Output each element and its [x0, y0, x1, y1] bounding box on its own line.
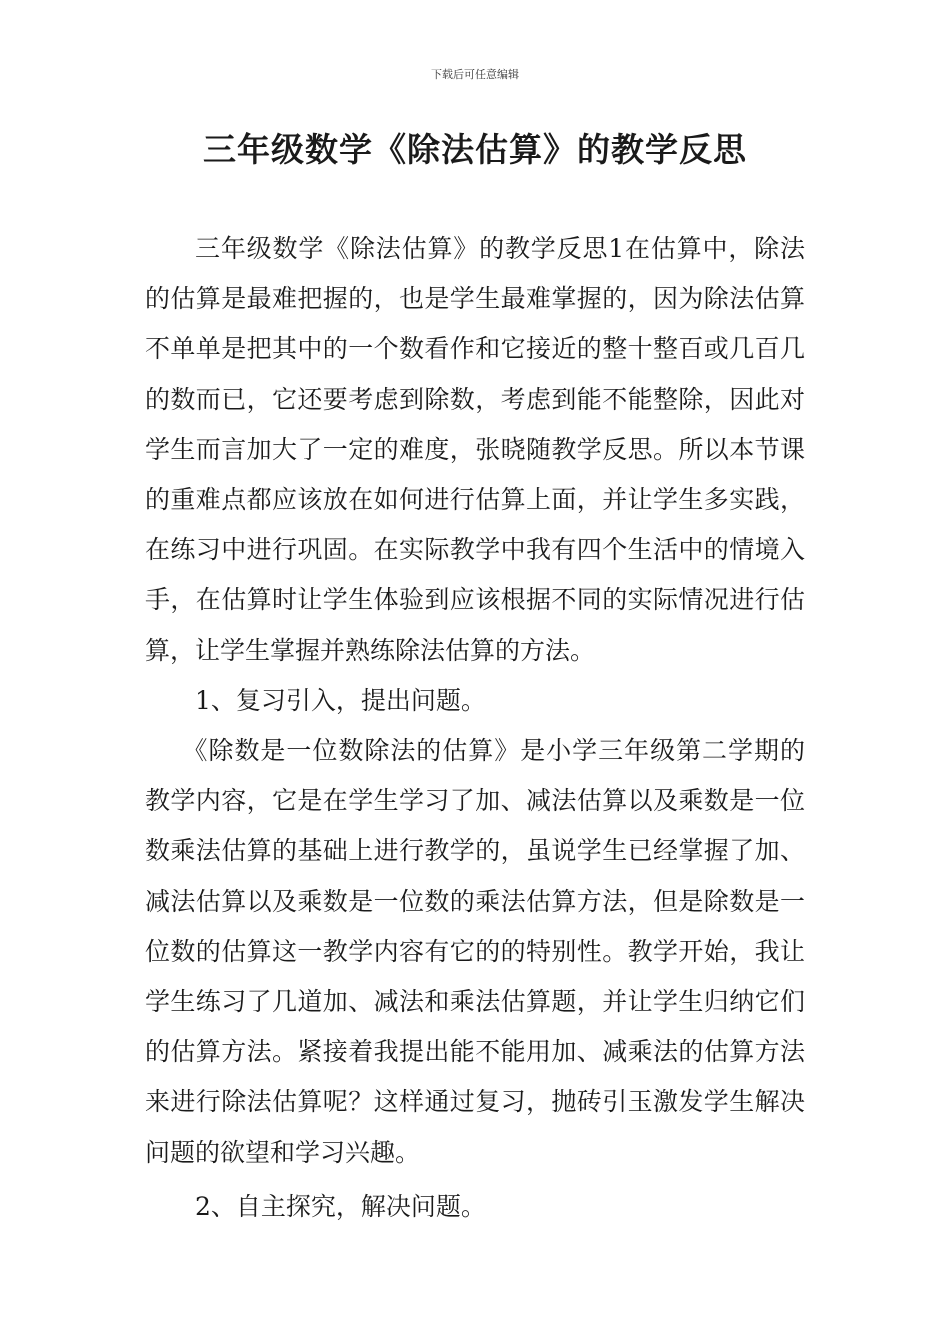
section-heading-2: 2、自主探究，解决问题。	[195, 1191, 486, 1221]
paragraph-intro: 三年级数学《除法估算》的教学反思1在估算中，除法的估算是最难把握的，也是学生最难掌握的，因为除法估算不单单是把其中的一个数看作和它接近的整十整百或几百几的数而已，它还要考虑到除数，考虑到能不能整除，因此对学生而言加大了一定的难度，张晓随教学反思。所以本节课的重难点都应该放在如何进行估算上面，并让学生多实践，在练习中进行巩固。在实际教学中我有四个生活中的情境入手，在估算时让学生体验到应该根据不同的实际情况进行估算，让学生掌握并熟练除法估算的方法。	[145, 234, 805, 665]
section-heading-1: 1、复习引入，提出问题。	[195, 685, 486, 715]
header-note: 下载后可任意编辑	[431, 68, 519, 81]
paragraph-section-1: 《除数是一位数除法的估算》是小学三年级第二学期的教学内容，它是在学生学习了加、减法估算以及乘数是一位数乘法估算的基础上进行教学的，虽说学生已经掌握了加、减法估算以及乘数是一位数的乘法估算方法，但是除数是一位数的估算这一教学内容有它的的特别性。教学开始，我让学生练习了几道加、减法和乘法估算题，并让学生归纳它们的估算方法。紧接着我提出能不能用加、减乘法的估算方法来进行除法估算呢？这样通过复习，抛砖引玉激发学生解决问题的欲望和学习兴趣。	[145, 736, 805, 1167]
document-body	[145, 224, 805, 1232]
document-title: 三年级数学《除法估算》的教学反思	[203, 130, 747, 169]
